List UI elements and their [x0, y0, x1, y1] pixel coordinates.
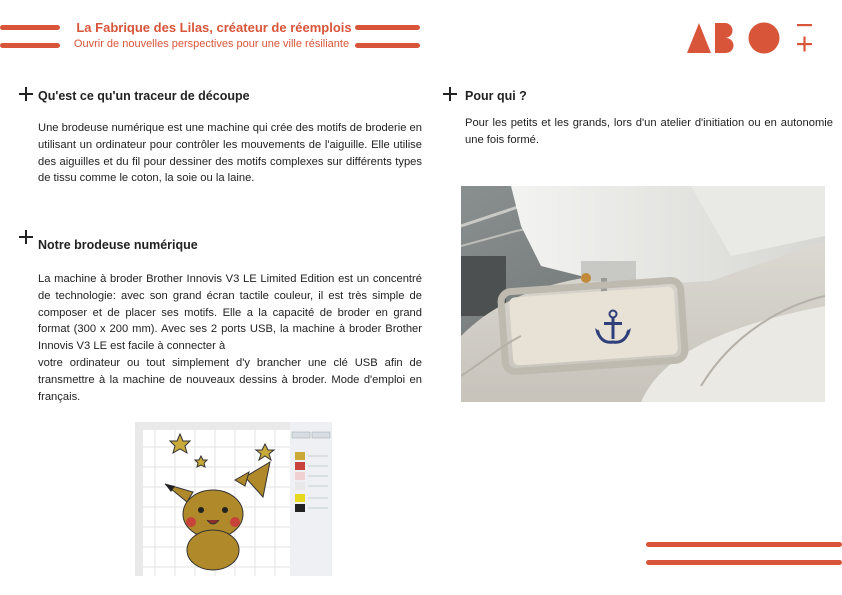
section-body-machine-2: votre ordinateur ou tout simplement d'y brancher une clé USB afin de transmettre à la machine de nouveaux dessins à broder. Mode d'emploi en français.: [38, 357, 422, 403]
embroidery-machine-photo: [461, 186, 825, 402]
section-body-what-is: Une brodeuse numérique est une machine qui crée des motifs de broderie en utilisant un ordinateur pour contrôler les mouvements de l'aiguille. Elle utilise des aiguilles et du fil pour dessiner des motifs complexes sur différents types de tissu comme le coton, la soie ou la laine.: [38, 122, 422, 185]
plus-icon: [443, 87, 457, 101]
footer-rule-bottom: [646, 560, 842, 565]
section-body-who: Pour les petits et les grands, lors d'un atelier d'initiation ou en autonomie une fois formé.: [465, 117, 833, 146]
section-heading-what-is: Qu'est ce qu'un traceur de découpe: [38, 89, 250, 103]
plus-icon: [19, 230, 33, 244]
header-title: La Fabrique des Lilas, créateur de réemplois: [76, 20, 352, 35]
header-rule-left-top: [0, 25, 60, 30]
header-rule-right-bottom: [355, 43, 420, 48]
abo-logo-icon: [687, 20, 817, 56]
header-subtitle: Ouvrir de nouvelles perspectives pour une ville résiliante: [73, 38, 350, 50]
section-heading-machine: Notre brodeuse numérique: [38, 238, 198, 252]
header-rule-right-top: [355, 25, 420, 30]
logo: [687, 20, 817, 56]
section-heading-who: Pour qui ?: [465, 89, 527, 103]
section-body-machine-1: La machine à broder Brother Innovis V3 LE Limited Edition est un concentré de technologie: avec son grand écran tactile couleur, il est très simple de composer et de placer ses motifs. Elle a la capacité de broder en grand format (300 x 200 mm). Avec ses 2 ports USB, la machine à broder Brother Innovis V3 LE est facile à connecter à: [38, 273, 422, 353]
footer-rule-top: [646, 542, 842, 547]
embroidery-software-screenshot: [135, 422, 332, 576]
plus-icon: [19, 87, 33, 101]
header-rule-left-bottom: [0, 43, 60, 48]
